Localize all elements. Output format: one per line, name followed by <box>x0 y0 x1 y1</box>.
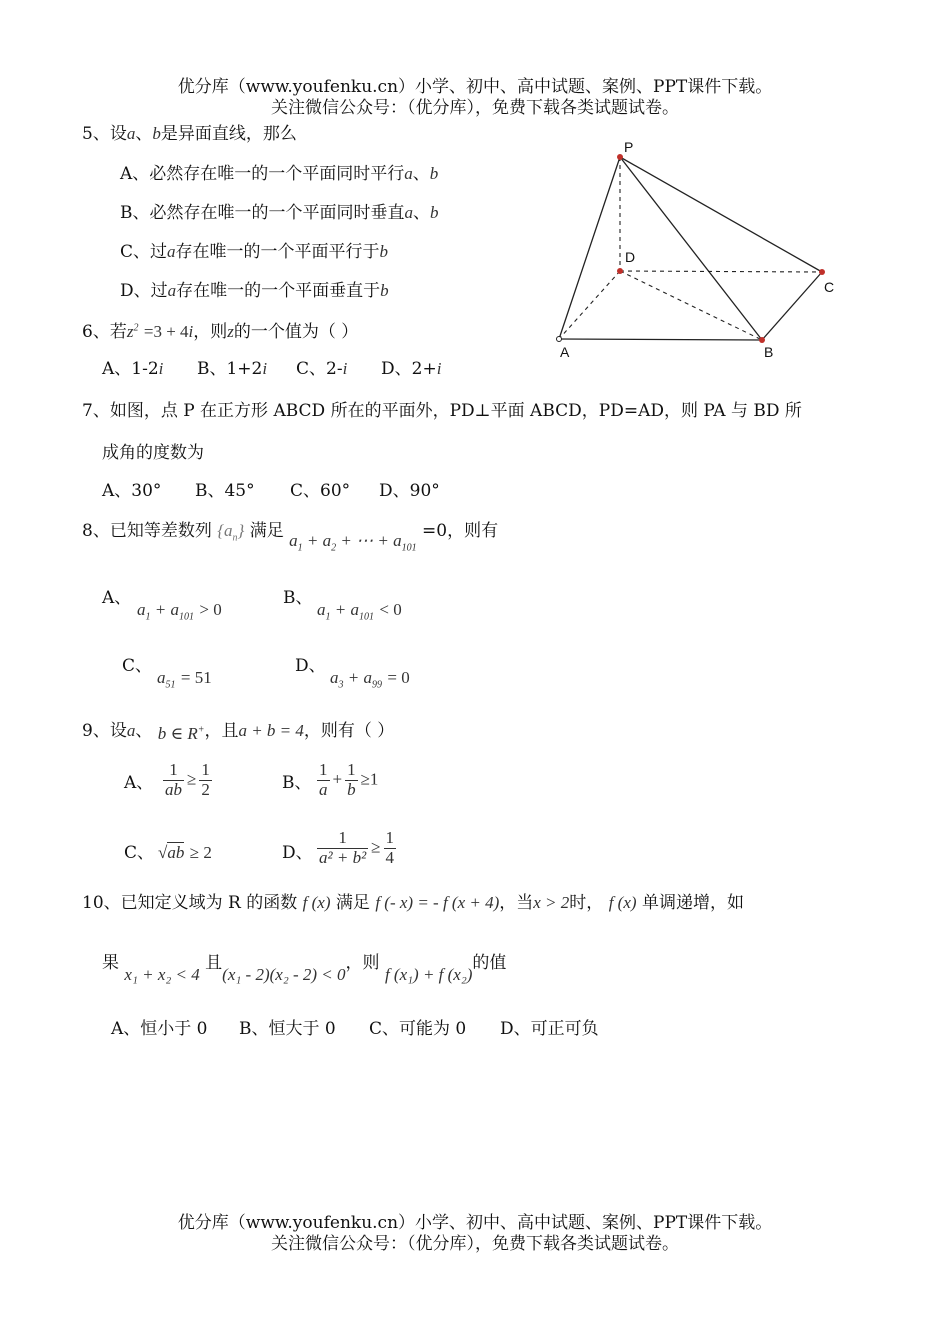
q5-option-d: D、过a存在唯一的一个平面垂直于b <box>120 281 389 301</box>
q10-stem-line-1: 10、已知定义域为 R 的函数 f (x) 满足 f (- x) = - f (x + 4)，当x > 2时， f (x) 单调递增，如 <box>82 893 744 913</box>
edge-PC <box>620 157 822 272</box>
label-B: B <box>764 344 774 360</box>
q8-stem: 8、已知等差数列 $\{a_n\}$ 满足 $a_1 + a_2$ + ⋯ + $a_{101} =0$，则有 <box>82 521 499 554</box>
q9-stem: 9、设a、 b ∈ R+，且a + b = 4，则有（ ） <box>82 721 395 743</box>
q9-option-c-label: C、 <box>124 843 155 863</box>
q7-option-c: C、60° <box>290 481 351 501</box>
q9-option-a-expr: $\frac{1}{ab}$ ≥ $\frac{1}{2}$ <box>165 760 210 799</box>
q7-option-a: A、30° <box>102 481 162 501</box>
q9-option-d-label: D、 <box>282 843 313 863</box>
q10-stem-line-2: 果 x₁ + x₂ < 4 且(x₁ - 2)(x₂ - 2) < 0，则 f (x₁) + f (x₂)的值 <box>102 953 507 984</box>
point-C <box>819 269 825 275</box>
q6-option-b: B、1+2i <box>197 359 268 379</box>
edge-AB <box>559 339 762 340</box>
q9-option-c-expr: √ab ≥ 2 <box>158 843 212 862</box>
q10-option-a: A、恒小于 0 <box>111 1019 208 1039</box>
q6-option-c: C、2-i <box>296 359 348 379</box>
q7-option-b: B、45° <box>195 481 255 501</box>
edge-DC <box>620 271 822 272</box>
q9-option-d-expr: $\frac{1}{\text{a² + b²}}$ ≥ $\frac{1}{4}$ <box>319 828 395 867</box>
q6-option-a: A、1-2i <box>102 359 164 379</box>
point-A <box>557 337 562 342</box>
q7-stem-line-2: 成角的度数为 <box>102 443 204 463</box>
header-line-2: 关注微信公众号：（优分库），免费下载各类试题试卷。 <box>271 98 679 118</box>
q8-option-c-expr: $a_{51} = 51$ <box>157 668 212 691</box>
q8-option-c-label: C、 <box>122 656 153 676</box>
q8-option-d-expr: $a_3 + a_{99} = 0$ <box>330 668 410 691</box>
q8-option-a-expr: $a_1 + a_{101} > 0$ <box>137 600 222 623</box>
q5-option-c: C、过a存在唯一的一个平面平行于b <box>120 242 389 262</box>
q8-option-d-label: D、 <box>295 656 326 676</box>
q7-option-d: D、90° <box>379 481 440 501</box>
pyramid-figure <box>545 135 845 370</box>
q6-stem: 6、若$z^2 =3 + 4i$，则z的一个值为（ ） <box>82 322 359 342</box>
q6-option-d: D、2+i <box>381 359 442 379</box>
q10-option-b: B、恒大于 0 <box>239 1019 336 1039</box>
label-P: P <box>624 139 634 155</box>
label-C: C <box>824 279 835 295</box>
point-B <box>759 337 765 343</box>
label-A: A <box>560 344 570 360</box>
label-D: D <box>625 249 636 265</box>
q8-option-b-label: B、 <box>283 588 313 608</box>
q5-option-b: B、必然存在唯一的一个平面同时垂直a、b <box>120 203 439 223</box>
q7-stem-line-1: 7、如图，点 P 在正方形 ABCD 所在的平面外，PD⊥平面 ABCD，PD=AD，则 PA 与 BD 所 <box>82 401 802 421</box>
header-line-1: 优分库（www.youfenku.cn）小学、初中、高中试题、案例、PPT课件下载。 <box>177 77 773 97</box>
q5-option-a: A、必然存在唯一的一个平面同时平行a、b <box>120 164 439 184</box>
footer-line-2: 关注微信公众号：（优分库），免费下载各类试题试卷。 <box>271 1234 679 1254</box>
edge-PA <box>559 157 620 339</box>
q9-option-b-expr: $\frac{1}{a}$ + $\frac{1}{b}$ ≥1 <box>319 760 379 799</box>
q10-option-c: C、可能为 0 <box>369 1019 467 1039</box>
q9-option-a-label: A、 <box>124 773 154 793</box>
point-P <box>617 154 623 160</box>
footer-line-1: 优分库（www.youfenku.cn）小学、初中、高中试题、案例、PPT课件下载。 <box>177 1213 773 1233</box>
q8-option-a-label: A、 <box>102 588 132 608</box>
q5-stem: 5、设a、b是异面直线，那么 <box>82 124 297 144</box>
q10-option-d: D、可正可负 <box>500 1019 599 1039</box>
edge-DB <box>620 271 762 340</box>
edge-DA <box>559 271 620 339</box>
edge-PB <box>620 157 762 340</box>
q9-option-b-label: B、 <box>282 773 312 793</box>
point-D <box>617 268 623 274</box>
edge-BC <box>762 272 822 340</box>
q8-option-b-expr: $a_1 + a_{101} < 0$ <box>317 600 402 623</box>
